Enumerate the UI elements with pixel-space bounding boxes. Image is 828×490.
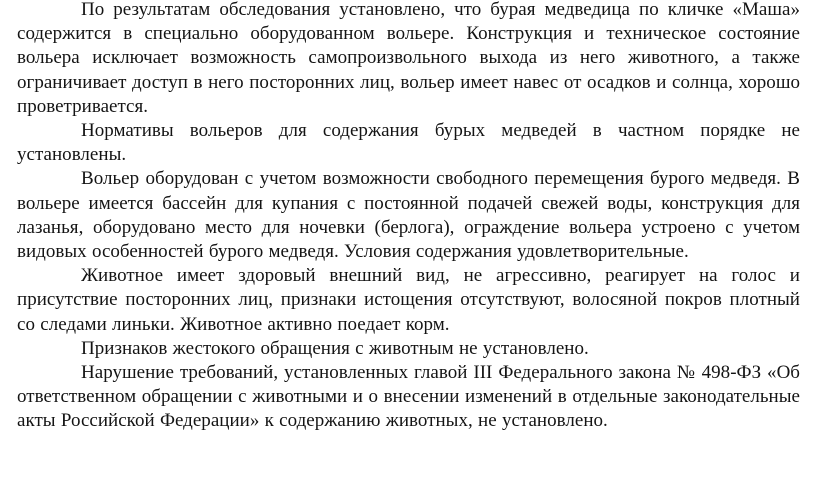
paragraph-animal-condition: Животное имеет здоровый внешний вид, не агрессивно, реагирует на голос и присутствие посторонних лиц, признаки истощения отсутствуют, волосяной покров плотный со следами линьки. Животное активно поедает корм. — [17, 265, 800, 335]
paragraph-enclosure-equipment: Вольер оборудован с учетом возможности свободного перемещения бурого медведя. В вольере имеется бассейн для купания с постоянной подачей свежей воды, конструкция для лазанья, оборудовано место для ночевки (берлога), ограждение вольера устроено с учетом видовых особенностей бурого медведя. Условия содержания удовлетворительные. — [17, 168, 800, 263]
document-page — [17, 0, 800, 490]
paragraph-no-cruelty: Признаков жестокого обращения с животным не установлено. — [81, 337, 589, 359]
paragraph-law-compliance: Нарушение требований, установленных главой III Федерального закона № 498-ФЗ «Об ответственном обращении с животными и о внесении изменений в отдельные законодательные акты Российской Федерации» к содержанию животных, не установлено. — [17, 362, 800, 432]
paragraph-inspection-result: По результатам обследования установлено, что бурая медведица по кличке «Маша» содержится в специально оборудованном вольере. Конструкция и техническое состояние вольера исключает возможность самопроизвольного выхода из него животного, а также ограничивает доступ в него посторонних лиц, вольер имеет навес от осадков и солнца, хорошо проветривается. — [17, 0, 800, 117]
paragraph-enclosure-norms: Нормативы вольеров для содержания бурых медведей в частном порядке не установлены. — [17, 120, 800, 166]
